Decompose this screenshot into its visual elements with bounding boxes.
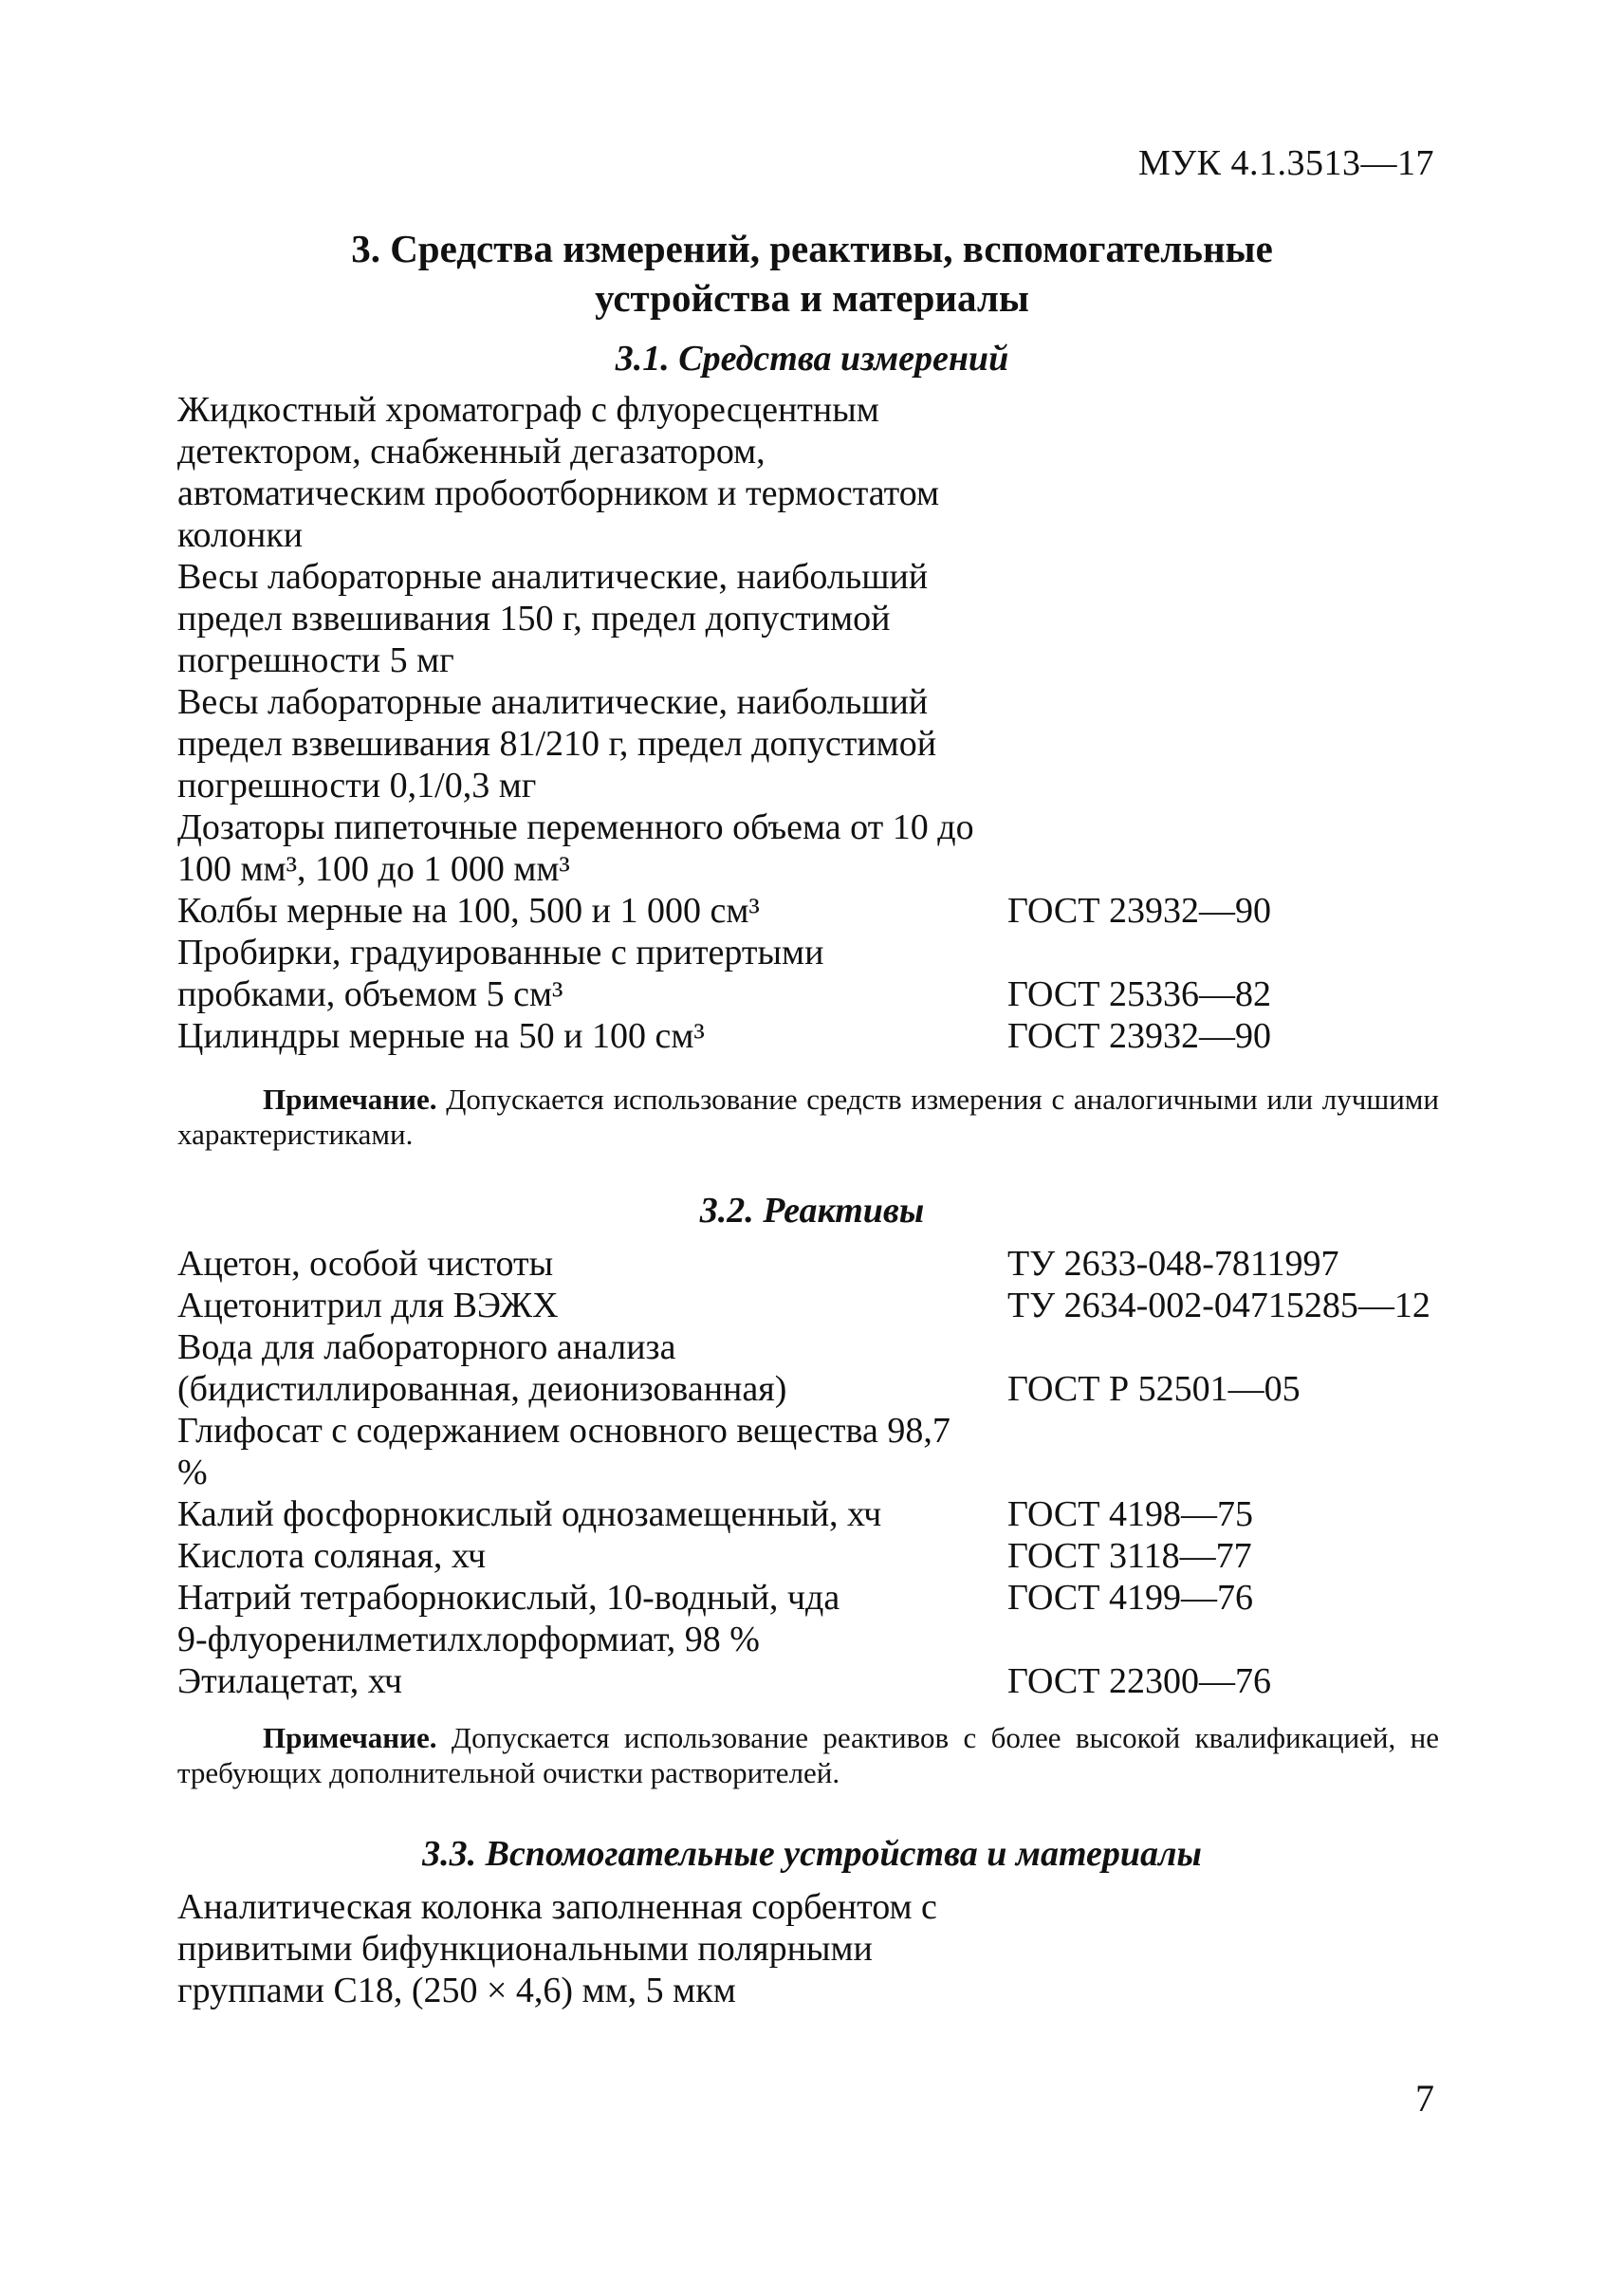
list-item xyxy=(177,1619,1467,1660)
list-item xyxy=(177,932,1467,1015)
note-label: Примечание. xyxy=(263,1083,437,1116)
section-title-line-2: устройства и материалы xyxy=(595,276,1029,320)
measurement-tools-list xyxy=(177,389,1467,1057)
list-item xyxy=(177,1410,1467,1493)
item-name: Глифосат с содержанием основного вещества 98,7 % xyxy=(177,1411,950,1492)
page-header-doc-code: МУК 4.1.3513—17 xyxy=(1137,143,1434,183)
item-name: Натрий тетраборнокислый, 10-водный, чда xyxy=(177,1578,840,1618)
item-standard: ГОСТ 23932—90 xyxy=(1007,891,1271,931)
item-name: Ацетон, особой чистоты xyxy=(177,1244,554,1284)
section-title xyxy=(0,224,1624,323)
note-3-1 xyxy=(177,1082,1439,1152)
item-standard: ГОСТ 3118—77 xyxy=(1007,1536,1252,1576)
item-name: Аналитическая колонка заполненная сорбентом с привитыми бифункциональными полярными группами С18, (250 × 4,6) мм, 5 мкм xyxy=(177,1887,937,2010)
list-item xyxy=(177,1493,1467,1535)
item-name: Колбы мерные на 100, 500 и 1 000 см³ xyxy=(177,891,760,931)
item-name: Дозаторы пипеточные переменного объема от 10 до 100 мм³, 100 до 1 000 мм³ xyxy=(177,807,974,889)
item-name: Ацетонитрил для ВЭЖХ xyxy=(177,1286,559,1325)
item-name: Весы лабораторные аналитические, наибольший предел взвешивания 81/210 г, предел допустимой погрешности 0,1/0,3 мг xyxy=(177,682,937,805)
section-title-line-1: 3. Средства измерений, реактивы, вспомогательные xyxy=(351,227,1273,270)
page-number: 7 xyxy=(1415,2077,1434,2120)
list-item xyxy=(177,1326,1467,1410)
list-item xyxy=(177,389,1467,556)
item-name: Вода для лабораторного анализа (бидистиллированная, деионизованная) xyxy=(177,1327,787,1409)
note-text: Допускается использование реактивов с более высокой квалификацией, не требующих дополнительной очистки растворителей. xyxy=(177,1721,1439,1789)
item-name: Пробирки, градуированные с притертыми пробками, объемом 5 см³ xyxy=(177,933,824,1014)
note-3-2 xyxy=(177,1720,1439,1790)
auxiliary-list xyxy=(177,1886,1467,2011)
reagents-list xyxy=(177,1243,1467,1702)
item-standard: ГОСТ 25336—82 xyxy=(1007,974,1271,1014)
item-standard: ГОСТ 23932—90 xyxy=(1007,1016,1271,1056)
list-item xyxy=(177,681,1467,806)
note-text: Допускается использование средств измерения с аналогичными или лучшими характеристиками. xyxy=(177,1083,1439,1151)
list-item xyxy=(177,1577,1467,1619)
note-label: Примечание. xyxy=(263,1721,437,1754)
item-name: Кислота соляная, хч xyxy=(177,1536,487,1576)
list-item xyxy=(177,1886,1467,2011)
list-item xyxy=(177,1660,1467,1702)
list-item xyxy=(177,1015,1467,1057)
list-item xyxy=(177,806,1467,890)
list-item xyxy=(177,1243,1467,1285)
item-standard: ТУ 2633-048-7811997 xyxy=(1007,1244,1339,1284)
list-item xyxy=(177,890,1467,932)
subsection-title-3-3: 3.3. Вспомогательные устройства и материалы xyxy=(422,1834,1202,1874)
item-standard: ГОСТ 4199—76 xyxy=(1007,1578,1253,1618)
item-standard: ГОСТ Р 52501—05 xyxy=(1007,1369,1301,1409)
list-item xyxy=(177,556,1467,681)
list-item xyxy=(177,1285,1467,1326)
item-standard: ТУ 2634-002-04715285—12 xyxy=(1007,1286,1430,1325)
item-name: Цилиндры мерные на 50 и 100 см³ xyxy=(177,1016,705,1056)
subsection-title-3-2: 3.2. Реактивы xyxy=(699,1191,925,1231)
item-name: 9-флуоренилметилхлорформиат, 98 % xyxy=(177,1620,760,1659)
list-item xyxy=(177,1535,1467,1577)
item-standard: ГОСТ 4198—75 xyxy=(1007,1494,1253,1534)
item-name: Весы лабораторные аналитические, наибольший предел взвешивания 150 г, предел допустимой погрешности 5 мг xyxy=(177,557,929,680)
subsection-title-3-1: 3.1. Средства измерений xyxy=(615,339,1009,379)
item-name: Калий фосфорнокислый однозамещенный, хч xyxy=(177,1494,882,1534)
item-standard: ГОСТ 22300—76 xyxy=(1007,1661,1271,1701)
item-name: Этилацетат, хч xyxy=(177,1661,402,1701)
item-name: Жидкостный хроматограф с флуоресцентным детектором, снабженный дегазатором, автоматическим пробоотборником и термостатом колонки xyxy=(177,390,940,555)
